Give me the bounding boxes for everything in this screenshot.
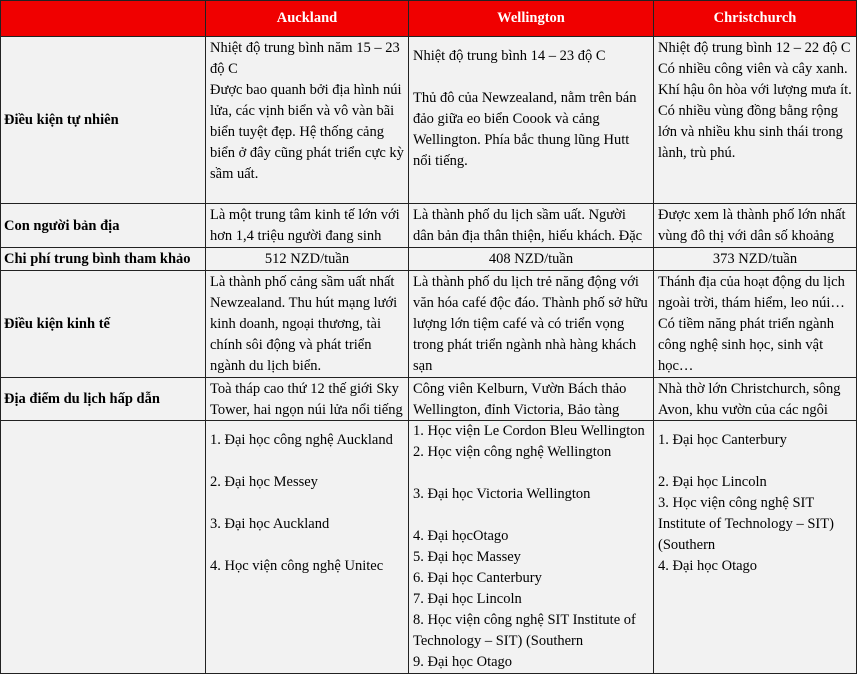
cell-schools-wellington	[409, 421, 654, 674]
header-wellington: Wellington	[409, 1, 654, 37]
school-christchurch-2: 2. Đại học Lincoln	[658, 474, 767, 490]
school-wellington-7: 7. Đại học Lincoln	[413, 591, 522, 607]
economy-wellington: Là thành phố du lịch trẻ năng động với văn hóa café độc đáo. Thành phố sở hữu lượng lớn tiệm café và có triển vọng trong phát triển ngành nhà hàng khách sạn	[409, 271, 654, 378]
row-cost	[1, 248, 857, 271]
attractions-auckland-text: Toà tháp cao thứ 12 thế giới Sky Tower, hai ngọn núi lửa nổi tiếng	[210, 381, 403, 418]
natural-christchurch-temp: Nhiệt độ trung bình 12 – 22 độ C	[658, 40, 851, 56]
natural-wellington-temp: Nhiệt độ trung bình 14 – 23 độ C	[413, 48, 606, 64]
school-auckland-3: 3. Đại học Auckland	[210, 516, 330, 532]
people-wellington-text: Là thành phố du lịch sầm uất. Người dân bản địa thân thiện, hiếu khách. Đặc	[413, 207, 643, 244]
cell-people-christchurch	[654, 204, 857, 248]
header-row	[1, 1, 857, 37]
cost-christchurch: 373 NZD/tuần	[654, 248, 857, 271]
natural-christchurch-desc: Có nhiều công viên và cây xanh. Khí hậu ôn hòa với lượng mưa ít. Có nhiều vùng đồng bằng rộng lớn và nhiều khu sinh thái trong lành, trù phú.	[658, 61, 852, 161]
cell-natural-wellington	[409, 37, 654, 204]
people-auckland-text: Là một trung tâm kinh tế lớn với hơn 1,4 triệu người đang sinh	[210, 207, 400, 244]
school-auckland-2: 2. Đại học Messey	[210, 474, 318, 490]
header-corner-cell	[1, 1, 206, 37]
attractions-wellington-text: Công viên Kelburn, Vườn Bách thảo Wellington, đỉnh Victoria, Bảo tàng	[413, 381, 627, 418]
school-wellington-5: 5. Đại học Massey	[413, 549, 521, 565]
cost-auckland: 512 NZD/tuần	[206, 248, 409, 271]
row-label-economy: Điều kiện kinh tế	[1, 271, 206, 378]
row-label-attractions: Địa điểm du lịch hấp dẫn	[1, 378, 206, 421]
natural-wellington-desc: Thủ đô của Newzealand, nằm trên bán đảo giữa eo biển Coook và cảng Wellington. Phía bắc thung lũng Hutt nổi tiếng.	[413, 90, 637, 169]
natural-auckland-desc: Được bao quanh bởi địa hình núi lửa, các vịnh biển và vô vàn bãi biển tuyệt đẹp. Hệ thống cảng biển ở đây cũng phát triển cực kỳ sầm uất.	[210, 82, 404, 182]
school-christchurch-3: 3. Học viện công nghệ SIT Institute of Technology – SIT) (Southern	[658, 495, 834, 553]
row-label-natural: Điều kiện tự nhiên	[1, 37, 206, 204]
school-wellington-3: 3. Đại học Victoria Wellington	[413, 486, 591, 502]
row-economy	[1, 271, 857, 378]
cell-attractions-auckland	[206, 378, 409, 421]
header-auckland: Auckland	[206, 1, 409, 37]
natural-auckland-temp: Nhiệt độ trung bình năm 15 – 23 độ C	[210, 40, 400, 77]
people-christchurch-text: Được xem là thành phố lớn nhất vùng đô thị với dân số khoảng	[658, 207, 846, 244]
attractions-christchurch-text: Nhà thờ lớn Christchurch, sông Avon, khu vườn của các ngôi	[658, 381, 841, 418]
school-wellington-2: 2. Học viện công nghệ Wellington	[413, 444, 612, 460]
school-wellington-8: 8. Học viện công nghệ SIT Institute of Technology – SIT) (Southern	[413, 612, 636, 649]
economy-christchurch: Thánh địa của hoạt động du lịch ngoài trời, thám hiểm, leo núi… Có tiềm năng phát triển ngành công nghệ sinh học, sinh vật học…	[654, 271, 857, 378]
cell-schools-auckland	[206, 421, 409, 674]
school-wellington-9: 9. Đại học Otago	[413, 654, 513, 670]
cell-schools-christchurch	[654, 421, 857, 674]
row-label-cost: Chi phí trung bình tham khảo	[1, 248, 206, 271]
cell-attractions-wellington	[409, 378, 654, 421]
row-label-people: Con người bản địa	[1, 204, 206, 248]
school-wellington-1: 1. Học viện Le Cordon Bleu Wellington	[413, 423, 645, 439]
cost-wellington: 408 NZD/tuần	[409, 248, 654, 271]
cell-natural-christchurch	[654, 37, 857, 204]
row-attractions	[1, 378, 857, 421]
school-christchurch-1: 1. Đại học Canterbury	[658, 432, 787, 448]
school-christchurch-4: 4. Đại học Otago	[658, 558, 758, 574]
school-auckland-4: 4. Học viện công nghệ Unitec	[210, 558, 384, 574]
economy-auckland: Là thành phố cảng sầm uất nhất Newzealand. Thu hút mạng lưới kinh doanh, ngoại thương, tài chính sôi động và phát triển ngành du lịch biển.	[206, 271, 409, 378]
row-people	[1, 204, 857, 248]
cell-natural-auckland	[206, 37, 409, 204]
row-schools	[1, 421, 857, 674]
school-wellington-6: 6. Đại học Canterbury	[413, 570, 542, 586]
cell-people-auckland	[206, 204, 409, 248]
school-wellington-4: 4. Đại họcOtago	[413, 528, 509, 544]
row-label-schools	[1, 421, 206, 674]
cell-people-wellington	[409, 204, 654, 248]
row-natural-conditions	[1, 37, 857, 204]
cell-attractions-christchurch	[654, 378, 857, 421]
header-christchurch: Christchurch	[654, 1, 857, 37]
school-auckland-1: 1. Đại học công nghệ Auckland	[210, 432, 393, 448]
